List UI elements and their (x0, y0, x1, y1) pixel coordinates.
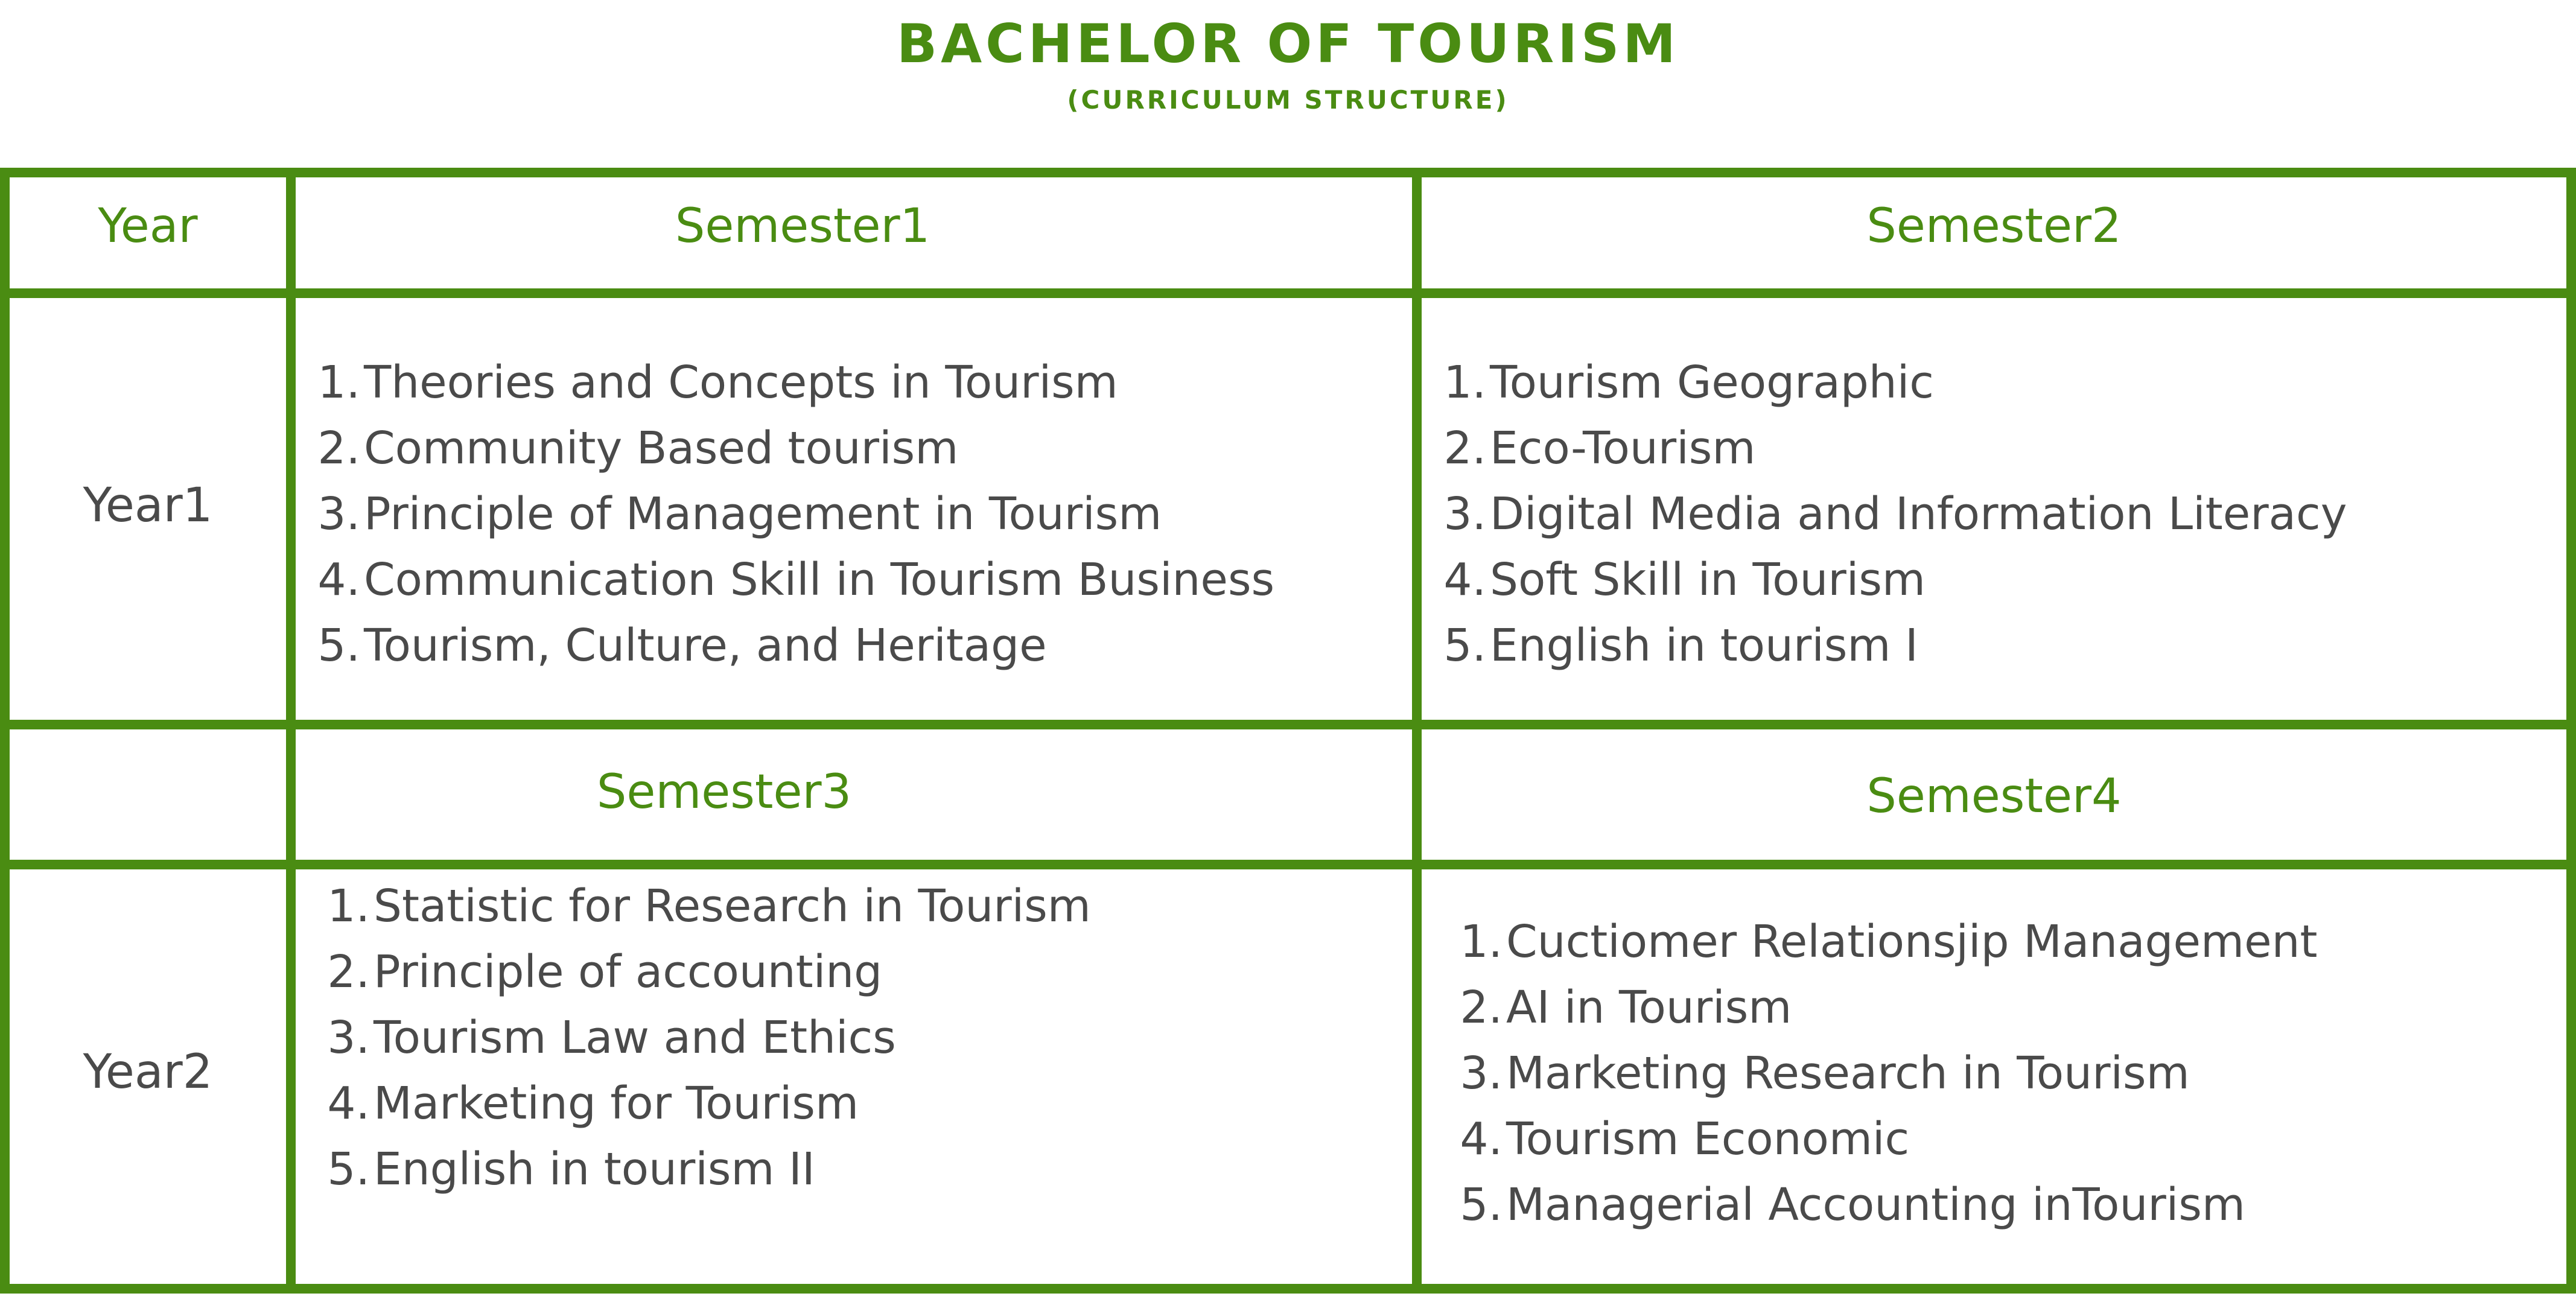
semester-4-course-list (1459, 909, 2318, 1238)
list-item: 2. Principle of accounting (327, 946, 883, 998)
page-title: BACHELOR OF TOURISM (897, 13, 1679, 75)
table-divider-sem-header (0, 860, 2576, 869)
list-item: 4. Marketing for Tourism (327, 1078, 859, 1129)
list-item: 5. Tourism, Culture, and Heritage (317, 620, 1047, 672)
list-item: 1. Cuctiomer Relationsjip Management (1460, 916, 2318, 968)
semester-1-course-list (317, 350, 1274, 679)
table-border-left (0, 168, 10, 1294)
semester-3-header: Semester3 (596, 765, 852, 819)
semester-4-header: Semester4 (1866, 769, 2122, 824)
table-divider-year1 (0, 720, 2576, 729)
table-divider-year-col (286, 168, 296, 1294)
list-item: 5. English in tourism II (327, 1143, 815, 1195)
year-column-header: Year (98, 199, 198, 253)
list-item: 5. Managerial Accounting inTourism (1460, 1179, 2245, 1231)
list-item: 1. Tourism Geographic (1443, 357, 1934, 408)
list-item: 4. Soft Skill in Tourism (1443, 554, 1926, 606)
list-item: 5. English in tourism I (1443, 620, 1918, 672)
semester-2-course-list (1443, 350, 2347, 679)
list-item: 4. Tourism Economic (1460, 1113, 1910, 1165)
list-item: 4. Communication Skill in Tourism Business (317, 554, 1275, 606)
list-item: 2. AI in Tourism (1460, 982, 1792, 1034)
list-item: 3. Principle of Management in Tourism (317, 488, 1162, 540)
list-item: 3. Marketing Research in Tourism (1460, 1047, 2190, 1099)
list-item: 3. Digital Media and Information Literacy (1443, 488, 2347, 540)
semester-1-header: Semester1 (675, 199, 930, 253)
semester-2-header: Semester2 (1866, 199, 2122, 253)
list-item: 3. Tourism Law and Ethics (327, 1012, 896, 1064)
list-item: 1. Statistic for Research in Tourism (327, 880, 1091, 932)
table-divider-sem-col (1412, 168, 1422, 1294)
table-border-top (0, 168, 2576, 177)
list-item: 2. Community Based tourism (317, 422, 959, 474)
list-item: 1. Theories and Concepts in Tourism (317, 357, 1118, 408)
year-2-label: Year2 (83, 1045, 213, 1099)
table-border-bottom (0, 1284, 2576, 1294)
table-divider-header (0, 288, 2576, 298)
semester-3-course-list (326, 874, 1091, 1202)
year-1-label: Year1 (83, 478, 213, 533)
table-border-right (2566, 168, 2576, 1294)
page-subtitle: (CURRICULUM STRUCTURE) (1067, 85, 1509, 115)
list-item: 2. Eco-Tourism (1443, 422, 1756, 474)
